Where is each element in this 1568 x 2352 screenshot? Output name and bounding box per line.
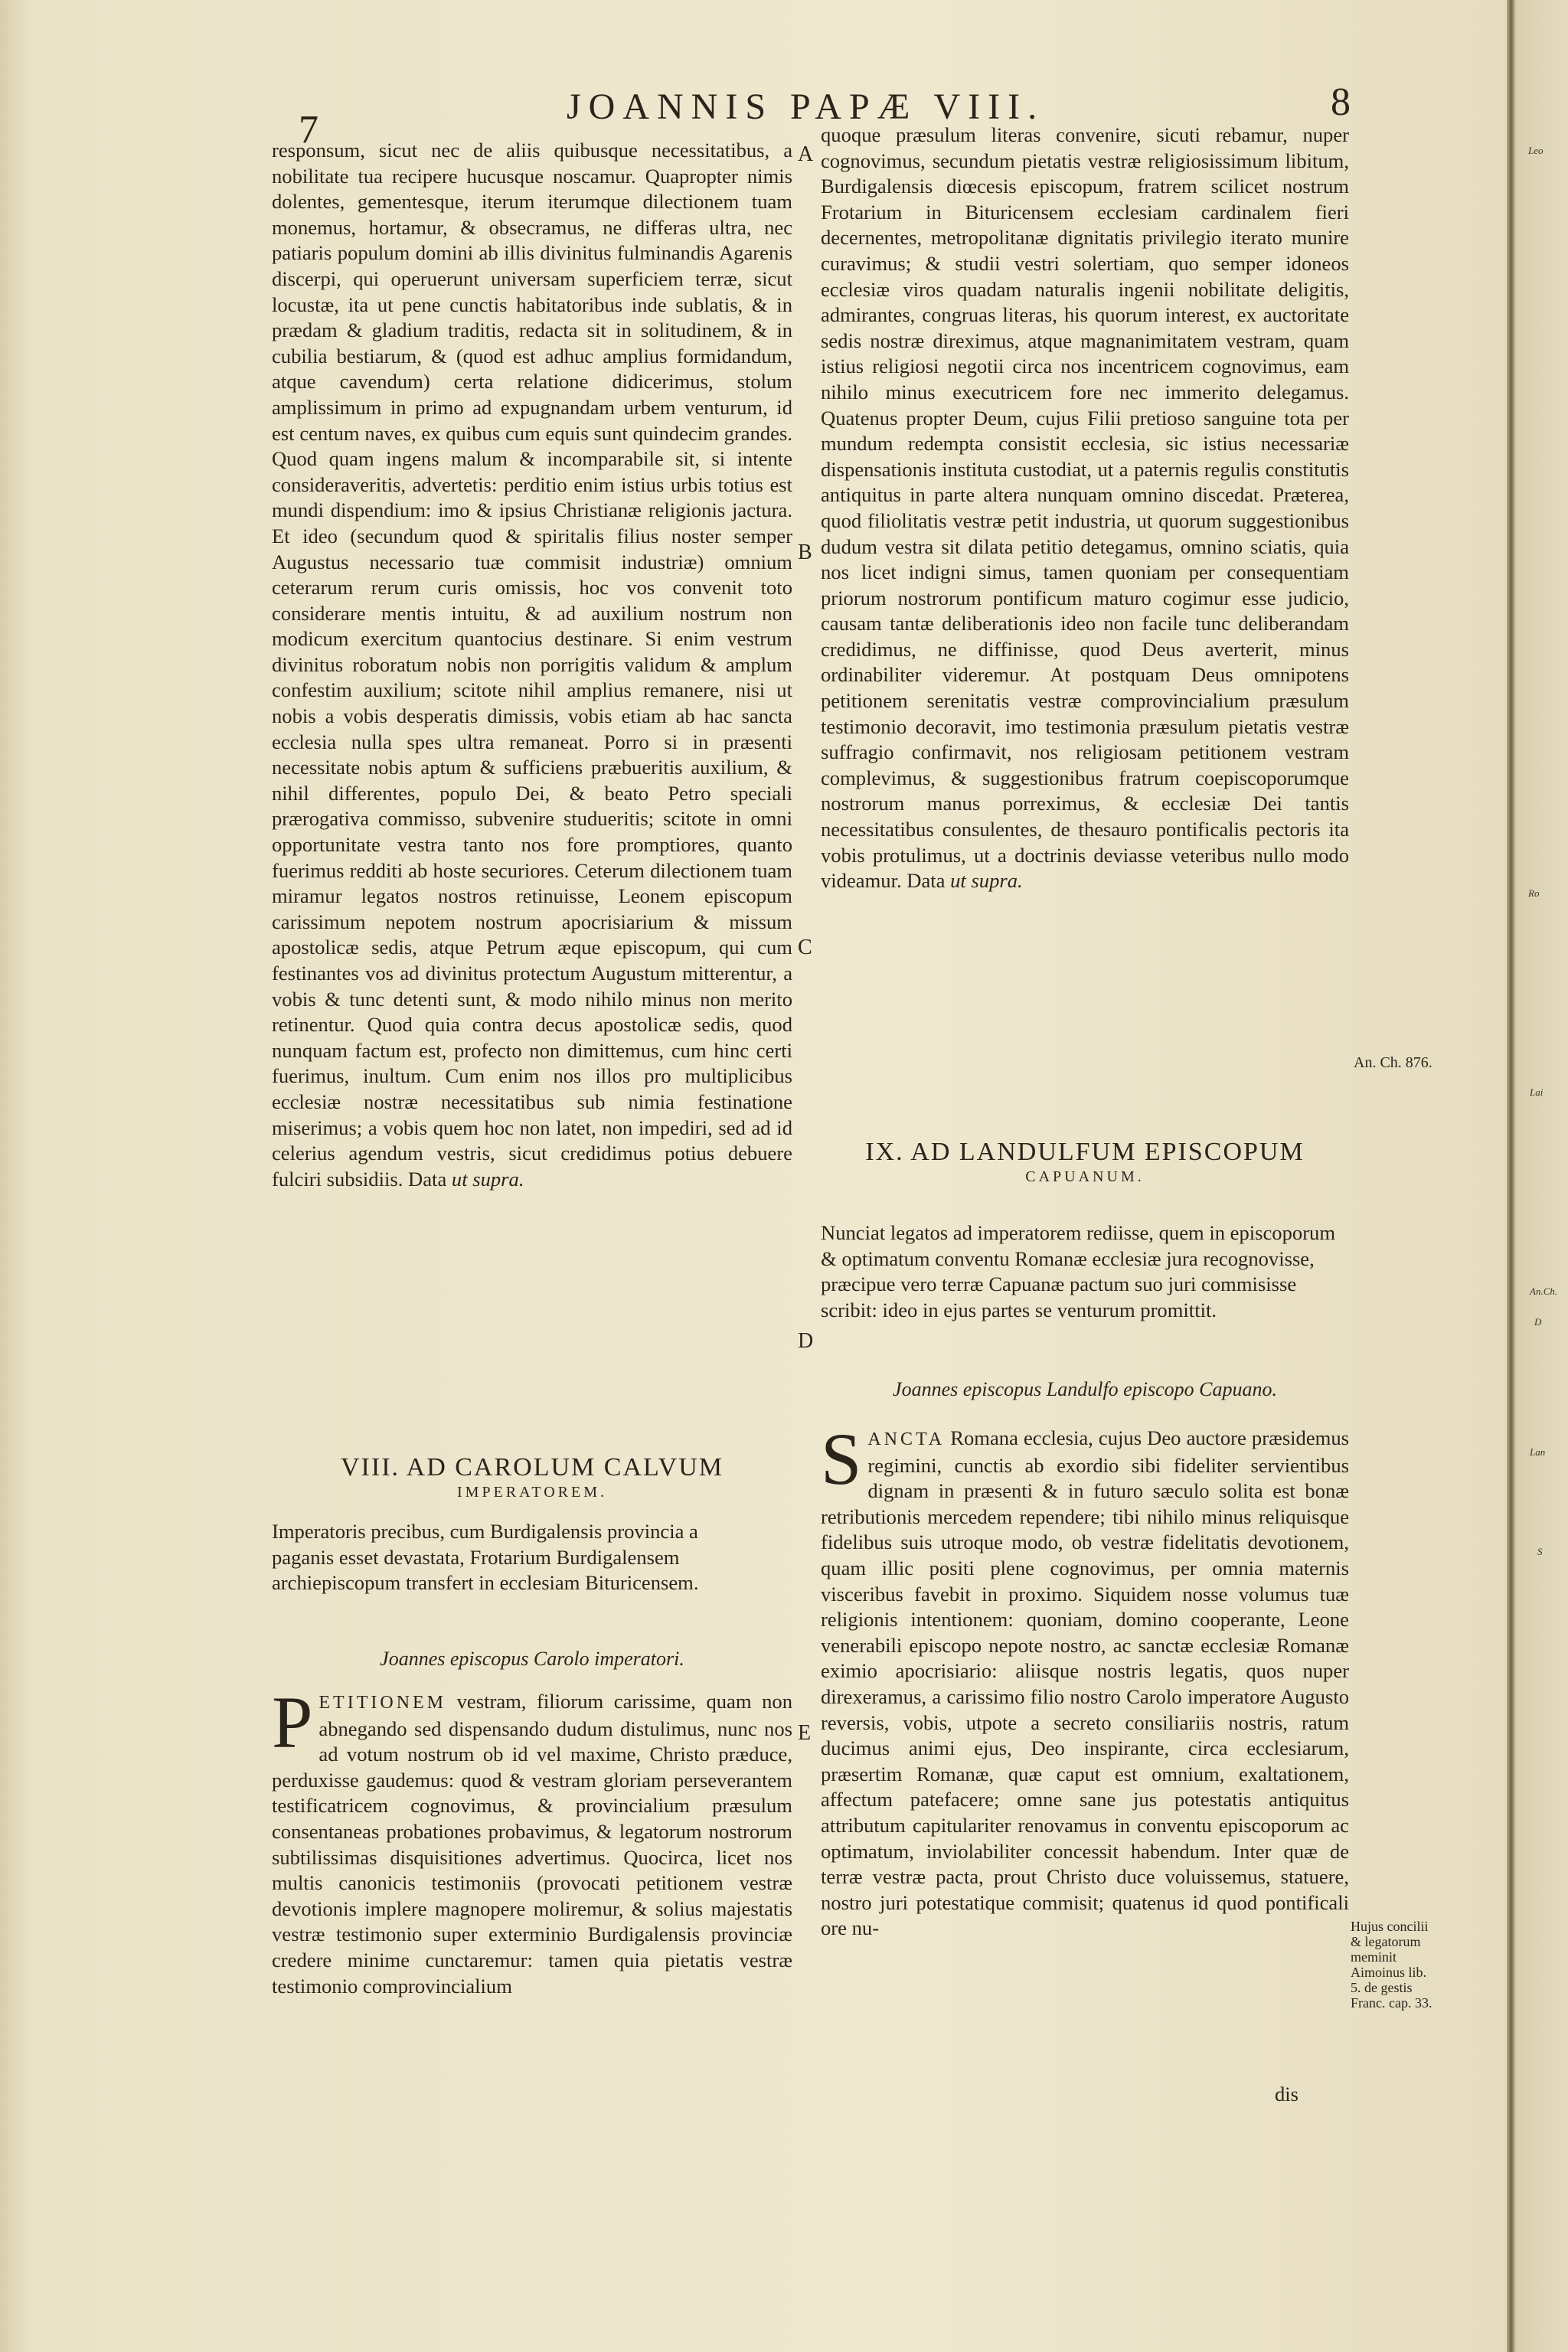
section-heading-ix (821, 1138, 1349, 1186)
running-title: JOANNIS PAPÆ VIII. (567, 87, 1045, 127)
page-number-left: 7 (299, 108, 318, 152)
section-subtitle-ix: CAPUANUM. (1025, 1168, 1145, 1185)
page-number-right: 8 (1331, 80, 1351, 124)
right-data-label: Data (906, 869, 946, 893)
left-data-supra: ut supra. (451, 1167, 524, 1191)
dropcap-s: S (821, 1426, 862, 1500)
side-note-year: An. Ch. 876. (1354, 1054, 1432, 1071)
gutter-fragment: S (1537, 1546, 1543, 1557)
section-heading-viii (272, 1453, 792, 1501)
addressee-viii: Joannes episcopus Carolo imperatori. (380, 1648, 684, 1670)
left-data-label: Data (408, 1167, 447, 1191)
gutter-fragment: Ro (1528, 887, 1540, 899)
gutter-fragment: An.Ch. (1530, 1285, 1558, 1297)
addressee-ix: Joannes episcopus Landulfo episcopo Capuano. (893, 1378, 1277, 1400)
right-body-top: quoque præsulum literas convenire, sicuti rebamur, nuper cognovimus, secundum pietatis vestræ religiosissimum libitum, Burdigalensis diœcesis episcopum, fratrem scilicet nostrum Frotarium in Bituricensem ecclesiam cardinalem fieri decernentes, metropolitanæ dignitatis privilegio iterato munire curavimus; & studii vestri solertiam, quo semper idoneos ecclesiæ viros quadam naturalis ingenii nobilitate deligitis, admirantes, congruas literas, his quorum interest, ex auctoritate sedis nostræ direximus, atque magnanimitatem vestram, quam istius religiosi negotii circa nos incentricem cognovimus, eam nihilo minus executricem fore nec immerito delegamus. Quatenus propter Deum, cujus Filii pretioso sanguine tota per mundum redempta consistit ecclesia, sic istius necessariæ dispensationis instituta custodiat, ut a paternis regulis constitutis antiquitus in parte altera nunquam omnino discedat. Præterea, quod filiolitatis vestræ petit industria, ut quorum suggestionibus dudum vestra sit dilata petitio detegamus, omnino sciatis, quia nos licet indigni simus, tamen quoniam per consequentiam priorum nostrorum pontificum maturo cogimur esse judicio, causam tantæ deliberationis ideo non facile tunc deliberandam credidimus, ne diffinisse, quod Deus averterit, minus ordinabiliter videremur. At postquam Deus omnipotens petitionem serenitatis vestræ comprovincialium præsulum testimonio decoravit, imo testimonia præsulum pietatis vestræ suffragio confirmavit, nos religiosam petitionem vestram complevimus, & suggestionibus fratrum coepiscoporumque nostrorum manus porreximus, & ecclesiæ Dei tantis necessitatibus consulentes, de thesauro pontificalis pectoris ita vobis protulimus, ut a doctrinis deviasse veteribus nullo modo videamur. (821, 123, 1349, 893)
left-body-top: responsum, sicut nec de aliis quibusque necessitatibus, a nobilitate tua recipere hucusque noscamur. Quapropter nimis dolentes, gementesque, iterum iterumque dilectionem tuam monemus, hortamur, & obsecramus, ne differas ultra, nec patiaris populum domini ab illis divinitus fulminandis Agarenis discerpi, qui operuerunt universam superficiem terræ, sicut locustæ, ita ut pene cunctis habitatoribus inde sublatis, & in prædam & gladium traditis, redacta sit in solitudinem, & in cubilia bestiarum, & (quod est adhuc amplius formidandum, atque cavendum) certa relatione didicerimus, stolum amplissimum in primo ad expugnandam urbem venturum, id est centum naves, ex quibus cum equis sunt quindecim grandes. Quod quam ingens malum & incomparabile sit, si intente consideraveritis, advertetis: perditio enim istius urbis totius est mundi dispendium: imo & ipsius Christianæ religionis jactura. Et ideo (secundum quod & spiritalis filius noster semper Augustus necessario tuæ commisit industriæ) omnium ceterarum rerum curis omissis, hoc vos convenit toto considerare mentis intuitu, & ad auxilium nostrum non modicum exercitum quantocius destinare. Si enim vestrum divinitus roboratum nobis non porrigitis validum & amplum confestim auxilium; scitote nihil amplius remanere, nisi ut nobis a vobis desperatis dimissis, vobis etiam ab hac sancta ecclesia nulla spes ultra remaneat. Porro si in præsenti necessitate nobis aptum & sufficiens præbueritis auxilium, & nihil differentes, populo Dei, & beato Petro speciali prærogativa commisso, subvenire studueritis; scitote in omni opportunitate vestra tanto nos fore promptiores, quanto fuerimus redditi ab hoste securiores. Ceterum dilectionem tuam miramur legatos nostros retinuisse, Leonem episcopum carissimum nepotem nostrum apocrisiarium & missum apostolicæ sedis, atque Petrum æque episcopum, qui cum festinantes vos ad divinitus protectum Augustum mitterentur, a vobis & tunc detenti sunt, & modo nihilo minus non merito retinentur. Quod quia contra decus apostolicæ sedis, quod nunquam factum est, profecto non dimittemus, cum hinc certi fuerimus, inultum. Cum enim nos illos pro multiplicibus ecclesiæ nostræ necessitatibus sub nimia festinatione miserimus; a vobis quem hoc non latet, non impediri, sed ad id celerius agendum vestris, sicut credidimus potius debuere fulciri subsidiis. (272, 139, 792, 1191)
margin-letter-a: A (798, 142, 814, 166)
catchword: dis (1275, 2082, 1299, 2105)
facing-page-edge (1507, 0, 1568, 2352)
right-column-text (821, 122, 1349, 1118)
gutter-fragment: Leo (1528, 145, 1544, 156)
dropcap-p: P (272, 1689, 313, 1763)
section-subtitle-viii: IMPERATOREM. (457, 1484, 607, 1501)
first-word-viii: ETITIONEM (318, 1693, 447, 1713)
margin-letter-b: B (798, 541, 812, 564)
right-data-supra: ut supra. (950, 869, 1023, 893)
first-word-ix: ANCTA (867, 1429, 946, 1449)
gutter-fragment: D (1534, 1316, 1542, 1328)
right-letter-body (821, 1426, 1349, 2099)
section-summary-viii: Imperatoris precibus, cum Burdigalensis provincia a paganis esset devastata, Frotarium Burdigalensem archiepiscopum transfert in ecclesiam Bituricensem. (272, 1520, 699, 1595)
margin-letter-d: D (798, 1329, 814, 1353)
right-body-bottom: Romana ecclesia, cujus Deo auctore præsidemus regimini, cunctis ab exordio sibi fideliter servientibus dignam in præsenti & in futuro sæculo solita est bonæ retributionis mercedem rependere; tibi nihilo minus reliquisque fidelibus suis utroque modo, ob vestræ fidelitatis devotionem, quam illic positi plene cognovimus, per omnia maternis visceribus favebit in proximo. Siquidem nosse volumus tuæ religionis intentionem: quoniam, domino cooperante, Leone venerabili episcopo nepote nostro, ac sanctæ ecclesiæ Romanæ eximio apocrisiario: aliisque nostris legatis, quos nuper direxeramus, a carissimo filio nostro Carolo imperatore Augusto reversis, vobis, utpote a secreto consiliariis nostris, ratum ducimus animi ejus, Deo inspirante, circa ecclesiarum, præsertim Romanæ, quæ caput est omnium, exaltationem, affectum patefacere; omne sane jus potestatis antiquitus attributum capitulariter renovamus in conventu episcoporum ac optimatum, inviolabiliter concessit habendum. Inter quæ de terræ vestræ pacta, prout Christo duce voluissemus, statuere, nostro juri potestatique commisit; quatenus id quod pontificali ore nu- (821, 1426, 1349, 1940)
gutter-fragment: Lan (1530, 1446, 1546, 1458)
margin-letter-c: C (798, 936, 812, 959)
gutter-fragment: Lai (1530, 1086, 1544, 1098)
section-title-ix: IX. AD LANDULFUM EPISCOPUM (865, 1138, 1305, 1166)
left-body-bottom: vestram, filiorum carissime, quam non abnegando sed dispensando dudum distulimus, nunc nos ad votum nostrum ob id vel maxime, Christo præduce, perduxisse gaudemus: quod & vestram gloriam perseverantem testificatricem cognovimus, & provincialium præsulum consentaneas probationes probavimus, & legatorum nostrorum subtilissimas disquisitiones advertimus. Quocirca, licet nos multis canonicis testimoniis (provocati petitionem vestræ devotionis implere magnopere moliremur, & solius majestatis vestræ testimonio super exterminio Burdigalensis provinciæ credere minime cunctaremur: tamen quia pietatis vestræ testimonio comprovincialium (272, 1690, 792, 1998)
section-summary-ix: Nunciat legatos ad imperatorem rediisse, quem in episcoporum & optimatum conventu Romanæ ecclesiæ jura recognovisse, præcipue vero terræ Capuanæ pactum suo juri commisisse scribit: ideo in ejus partes se venturum promittit. (821, 1221, 1336, 1321)
side-note-reference: Hujus concilii & legatorum meminit Aimoinus lib. 5. de gestis Franc. cap. 33. (1351, 1919, 1432, 2011)
margin-letter-e: E (798, 1721, 812, 1745)
section-title-viii: VIII. AD CAROLUM CALVUM (341, 1453, 724, 1481)
left-letter-body (272, 1689, 792, 2064)
left-column-text (272, 138, 792, 1424)
